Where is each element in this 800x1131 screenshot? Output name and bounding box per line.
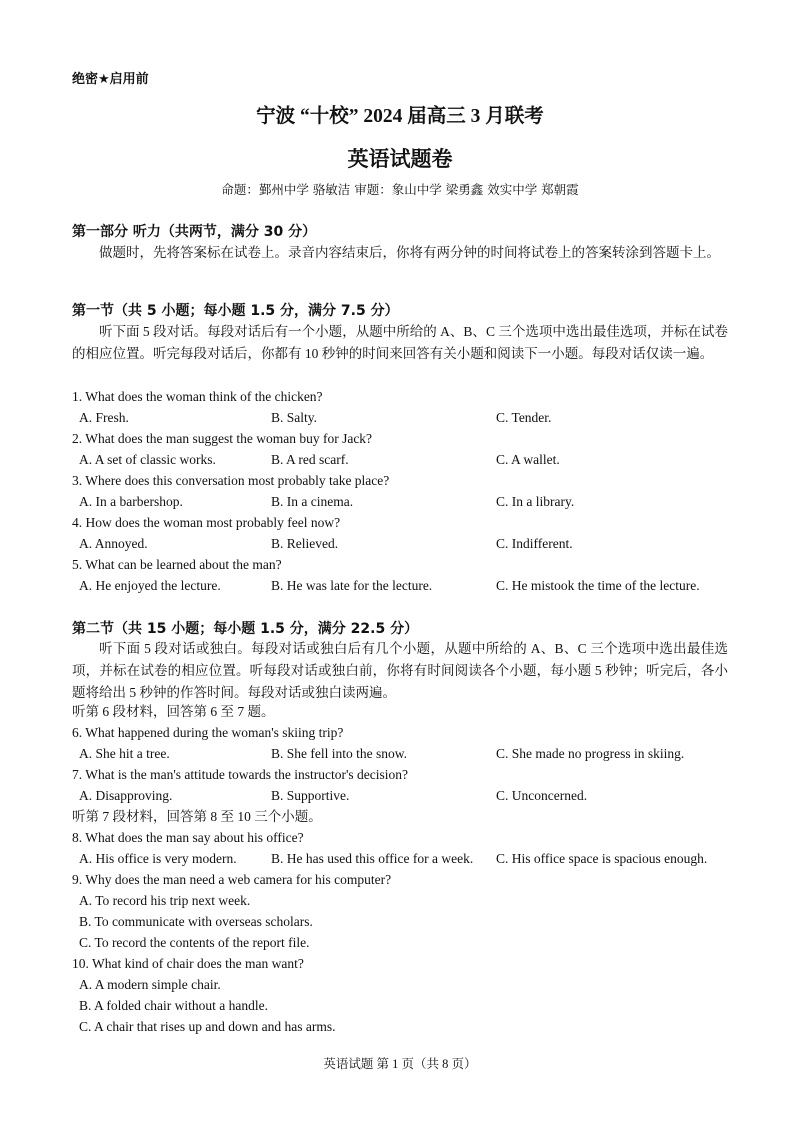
option-b: B. He was late for the lecture. (271, 578, 433, 593)
option-b: B. Supportive. (271, 788, 350, 803)
option-b: B. He has used this office for a week. (271, 851, 474, 866)
option-a: A. To record his trip next week. (79, 893, 251, 908)
material-6-note: 听第 6 段材料，回答第 6 至 7 题。 (72, 704, 275, 719)
option-a: A. In a barbershop. (79, 494, 183, 509)
section2-intro: 听下面 5 段对话或独白。每段对话或独白后有几个小题，从题中所给的 A、B、C 三个选项中选出最佳选项，并标在试卷的相应位置。听每段对话或独白前，你将有时间阅读各个小题，每小题 5 秒钟；听完后，各小题将给出 5 秒钟的作答时间。每段对话或独白读两遍。 (72, 641, 728, 700)
confidential-mark: 绝密★启用前 (72, 72, 149, 87)
option-b: B. A red scarf. (271, 452, 349, 467)
option-c: C. A wallet. (496, 452, 560, 467)
option-c: C. She made no progress in skiing. (496, 746, 685, 761)
option-c: C. His office space is spacious enough. (496, 851, 708, 866)
option-a: A. She hit a tree. (79, 746, 170, 761)
question-text: 2. What does the man suggest the woman buy for Jack? (72, 431, 373, 446)
exam-subtitle: 英语试题卷 (347, 147, 453, 171)
option-c: C. To record the contents of the report file. (79, 935, 310, 950)
question-text: 5. What can be learned about the man? (72, 557, 282, 572)
question-text: 8. What does the man say about his office? (72, 830, 304, 845)
question-text: 6. What happened during the woman's skiing trip? (72, 725, 344, 740)
option-c: C. In a library. (496, 494, 575, 509)
option-b: B. To communicate with overseas scholars. (79, 914, 313, 929)
option-c: C. Indifferent. (496, 536, 573, 551)
option-b: B. Salty. (271, 410, 318, 425)
option-a: A. A modern simple chair. (79, 977, 221, 992)
option-b: B. She fell into the snow. (271, 746, 407, 761)
option-b: B. Relieved. (271, 536, 339, 551)
option-b: B. In a cinema. (271, 494, 354, 509)
option-b: B. A folded chair without a handle. (79, 998, 268, 1013)
option-c: C. Unconcerned. (496, 788, 588, 803)
option-a: A. His office is very modern. (79, 851, 237, 866)
question-text: 10. What kind of chair does the man want? (72, 956, 304, 971)
material-7-note: 听第 7 段材料，回答第 8 至 10 三个小题。 (72, 809, 322, 824)
question-text: 3. Where does this conversation most probably take place? (72, 473, 390, 488)
option-c: C. A chair that rises up and down and has arms. (79, 1019, 336, 1034)
option-a: A. A set of classic works. (79, 452, 216, 467)
question-text: 4. How does the woman most probably feel now? (72, 515, 341, 530)
option-a: A. Annoyed. (79, 536, 148, 551)
exam-title: 宁波 “十校” 2024 届高三 3 月联考 (256, 106, 544, 127)
section1-heading: 第一节（共 5 小题；每小题 1.5 分，满分 7.5 分） (72, 303, 399, 319)
part1-heading: 第一部分 听力（共两节，满分 30 分） (72, 224, 317, 240)
question-text: 7. What is the man's attitude towards the instructor's decision? (72, 767, 409, 782)
part1-intro: 做题时，先将答案标在试卷上。录音内容结束后，你将有两分钟的时间将试卷上的答案转涂到答题卡上。 (99, 245, 720, 260)
option-a: A. Disapproving. (79, 788, 173, 803)
option-a: A. He enjoyed the lecture. (79, 578, 221, 593)
section2-heading: 第二节（共 15 小题；每小题 1.5 分，满分 22.5 分） (72, 621, 419, 637)
section1-intro: 听下面 5 段对话。每段对话后有一个小题，从题中所给的 A、B、C 三个选项中选出最佳选项，并标在试卷的相应位置。听完每段对话后，你都有 10 秒钟的时间来回答有关小题和阅读下一小题。每段对话仅读一遍。 (72, 324, 728, 361)
question-text: 9. Why does the man need a web camera for his computer? (72, 872, 392, 887)
option-c: C. He mistook the time of the lecture. (496, 578, 700, 593)
option-c: C. Tender. (496, 410, 552, 425)
question-text: 1. What does the woman think of the chicken? (72, 389, 323, 404)
option-a: A. Fresh. (79, 410, 129, 425)
page-footer: 英语试题 第 1 页（共 8 页） (323, 1057, 477, 1071)
exam-credits: 命题：鄞州中学 骆敏洁 审题：象山中学 梁勇鑫 效实中学 郑朝霞 (221, 182, 579, 197)
